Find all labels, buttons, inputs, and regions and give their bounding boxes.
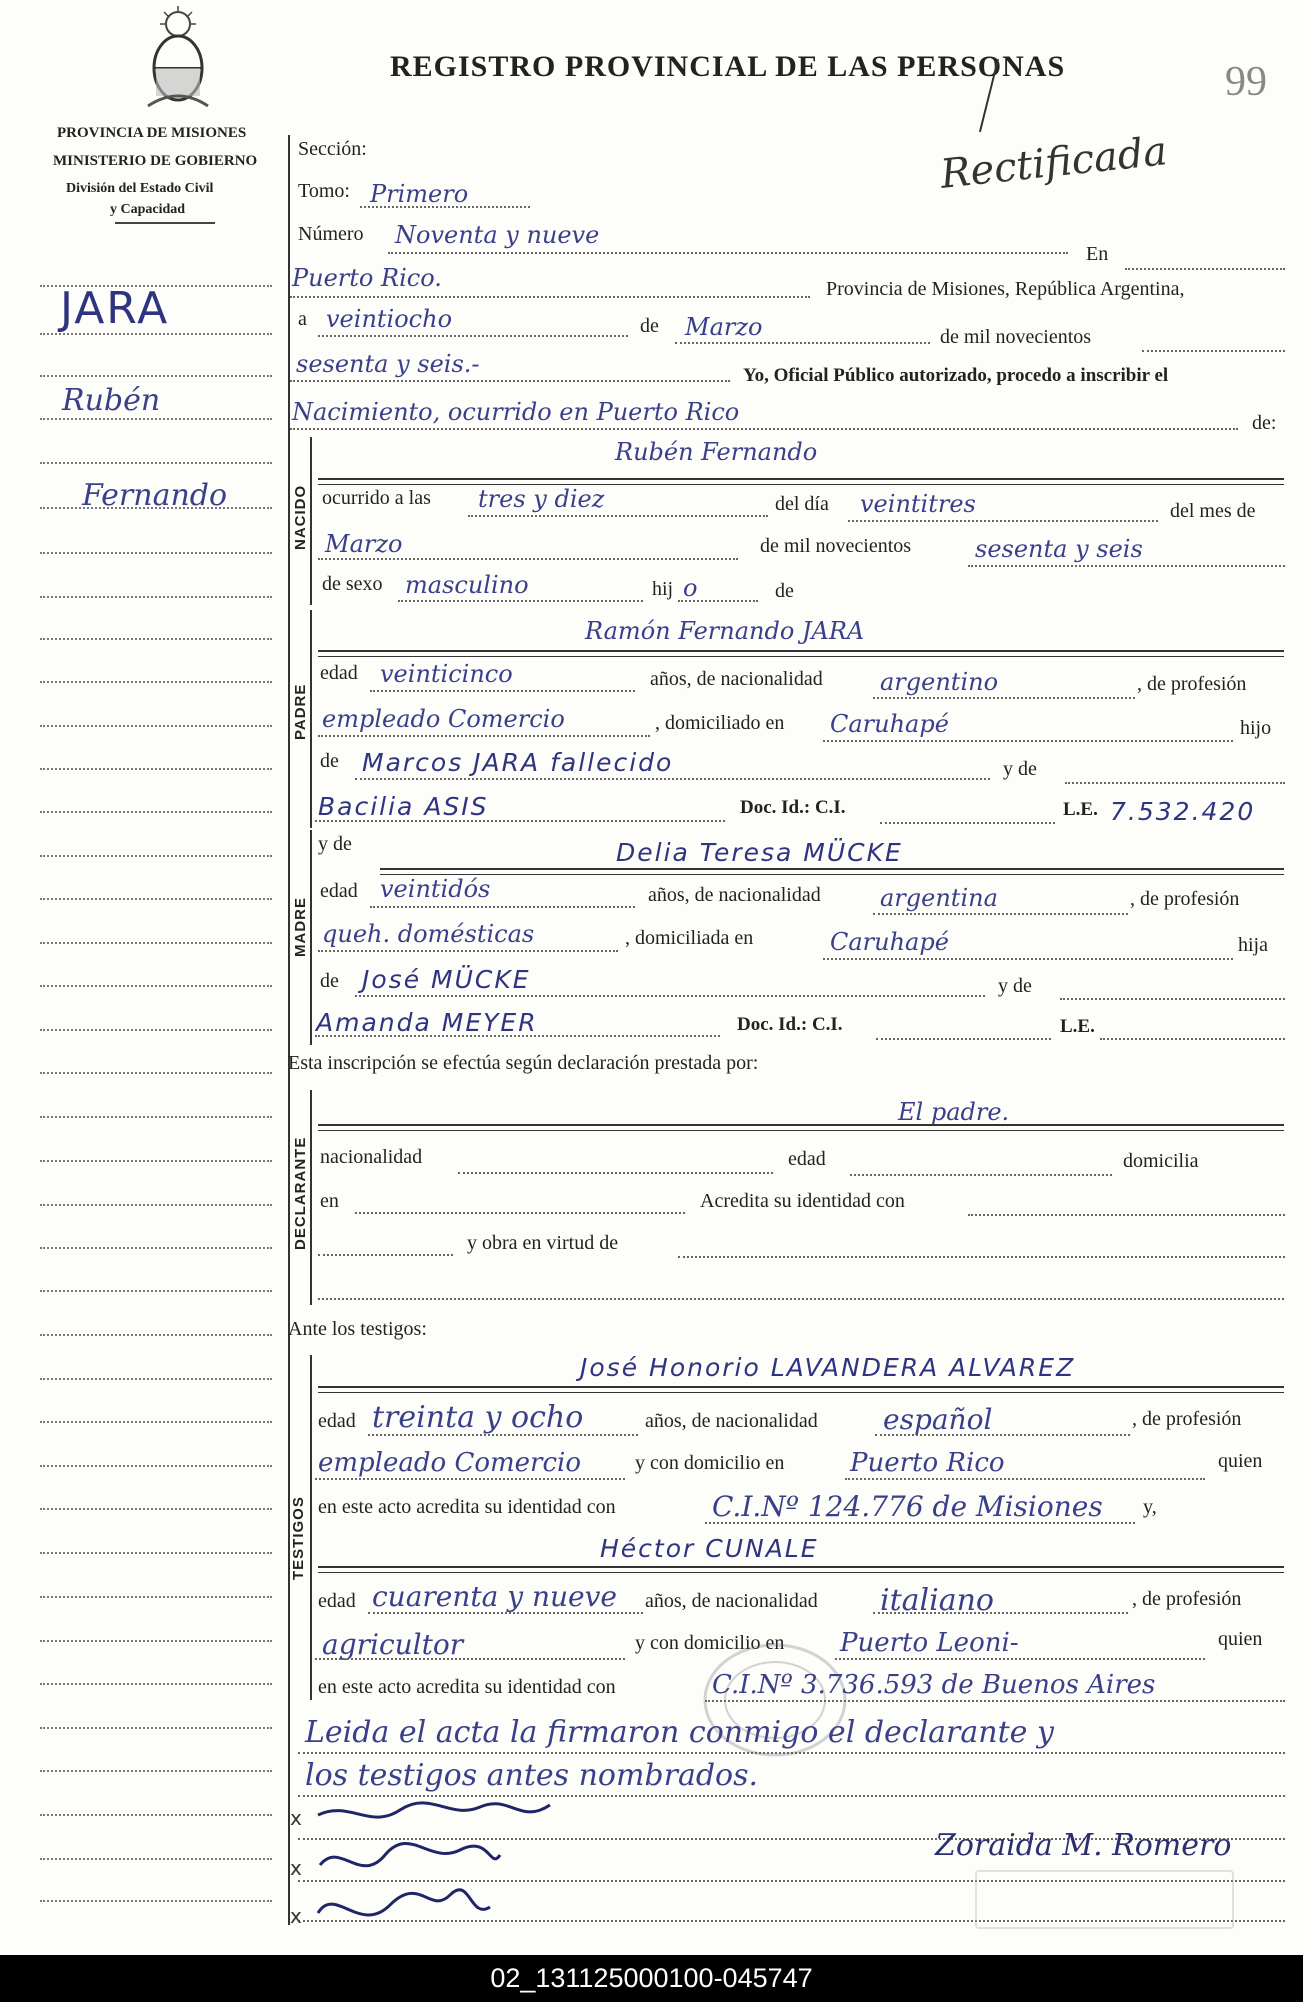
decl-edad-label: edad — [788, 1148, 826, 1170]
madre-nacionalidad: argentina — [880, 884, 998, 912]
hij-suffix: o — [683, 574, 698, 602]
t2-dom-label: y con domicilio en — [635, 1632, 785, 1654]
madre-prof-label: , de profesión — [1130, 888, 1240, 910]
testigo2-domicilio: Puerto Leoni- — [840, 1628, 1019, 1658]
t1-dom-label: y con domicilio en — [635, 1452, 785, 1474]
lugar-value: Puerto Rico. — [292, 264, 442, 292]
testigo2-edad: cuarenta y nueve — [372, 1580, 617, 1613]
round-stamp-icon — [700, 1640, 850, 1760]
svg-text:x: x — [290, 1856, 302, 1880]
official-seal — [975, 1870, 1234, 1929]
decl-obra-label: y obra en virtud de — [467, 1232, 619, 1254]
padre-le: 7.532.420 — [1110, 797, 1256, 826]
padre-domicilio: Caruhapé — [830, 710, 949, 738]
province-name: PROVINCIA DE MISIONES — [57, 125, 247, 141]
madre-le-label: L.E. — [1060, 1016, 1095, 1037]
padre-hijo-label: hijo — [1240, 717, 1272, 739]
padre-nombre: Ramón Fernando JARA — [585, 617, 865, 645]
t1-edad-label: edad — [318, 1410, 356, 1432]
padre-profesion: empleado Comercio — [322, 705, 565, 733]
t2-edad-label: edad — [318, 1590, 356, 1612]
padre-de-label: de — [320, 750, 339, 772]
mes-nac-value: Marzo — [325, 530, 403, 558]
rectification-stamp: Rectificada — [938, 128, 1170, 198]
acto-value: Nacimiento, ocurrido en Puerto Rico — [292, 398, 740, 426]
division-line-1: División del Estado Civil — [66, 181, 214, 196]
decl-en-label: en — [320, 1190, 339, 1212]
dia-value: veintiocho — [326, 305, 453, 333]
oficial-firma: Zoraida M. Romero — [935, 1828, 1232, 1863]
testigo1-edad: treinta y ocho — [372, 1400, 584, 1435]
dia-nac-value: veintitres — [860, 490, 976, 518]
svg-text:x: x — [290, 1904, 302, 1928]
madre-dom-label: , domiciliada en — [625, 927, 754, 949]
padre-dom-label: , domiciliado en — [655, 712, 785, 734]
nombre-value: Rubén Fernando — [615, 438, 818, 466]
padre-edad: veinticinco — [380, 660, 513, 688]
declarante-por: El padre. — [898, 1098, 1010, 1126]
madre-edad-label: edad — [320, 880, 358, 902]
del-dia-label: del día — [775, 493, 829, 515]
testigo2-nombre: Héctor CUNALE — [600, 1534, 819, 1563]
madre-yde2-label: y de — [998, 975, 1032, 997]
madre-edad: veintidós — [380, 875, 491, 903]
t2-acredita-label: en este acto acredita su identidad con — [318, 1676, 616, 1698]
decl-nac-label: nacionalidad — [320, 1146, 423, 1168]
del-mes-label: del mes de — [1170, 500, 1256, 522]
coat-of-arms-icon — [138, 6, 218, 114]
testigo2-nacionalidad: italiano — [880, 1583, 994, 1618]
padre-prof-label: , de profesión — [1137, 673, 1247, 695]
mil-novecientos-label: de mil novecientos — [940, 326, 1092, 348]
testigo2-documento: C.I.Nº 3.736.593 de Buenos Aires — [712, 1670, 1156, 1700]
svg-text:x: x — [290, 1806, 302, 1830]
decl-dom-label: domicilia — [1123, 1150, 1199, 1172]
declarante-label: DECLARANTE — [292, 1136, 309, 1250]
numero-value: Noventa y nueve — [395, 221, 600, 249]
anio-nac-value: sesenta y seis — [975, 535, 1143, 563]
nacido-label: NACIDO — [292, 484, 309, 550]
madre-doc-label: Doc. Id.: C.I. — [737, 1014, 843, 1035]
signature-marks — [290, 1795, 590, 1945]
cierre-linea-2: los testigos antes nombrados. — [305, 1758, 759, 1793]
padre-madre: Bacilia ASIS — [318, 792, 489, 821]
provincia-label: Provincia de Misiones, República Argentina, — [826, 278, 1185, 300]
testigos-intro: Ante los testigos: — [288, 1318, 427, 1340]
testigo1-nombre: José Honorio LAVANDERA ALVAREZ — [580, 1353, 1076, 1382]
madre-padre: José MÜCKE — [362, 965, 531, 994]
t2-prof-label: , de profesión — [1132, 1588, 1242, 1610]
mes-value: Marzo — [685, 313, 763, 341]
margin-surname: JARA — [60, 283, 170, 334]
sexo-label: de sexo — [322, 573, 383, 595]
t1-nac-label: años, de nacionalidad — [645, 1410, 818, 1432]
de-colon-label: de: — [1252, 412, 1277, 434]
padre-edad-label: edad — [320, 662, 358, 684]
t2-quien-label: quien — [1218, 1628, 1263, 1650]
padre-le-label: L.E. — [1063, 799, 1098, 820]
madre-yde-label: y de — [318, 833, 352, 855]
sexo-value: masculino — [405, 571, 529, 599]
tomo-label: Tomo: — [298, 180, 350, 202]
de-mil-label: de mil novecientos — [760, 535, 912, 557]
division-line-2: y Capacidad — [110, 202, 186, 217]
testigo1-documento: C.I.Nº 124.776 de Misiones — [712, 1490, 1103, 1523]
madre-madre: Amanda MEYER — [316, 1008, 538, 1037]
inscripcion-label: Esta inscripción se efectúa según declaración prestada por: — [288, 1052, 759, 1074]
numero-label: Número — [298, 223, 364, 245]
madre-nombre: Delia Teresa MÜCKE — [616, 838, 903, 867]
padre-nac-label: años, de nacionalidad — [650, 668, 823, 690]
testigos-label: TESTIGOS — [290, 1496, 307, 1580]
madre-de-label: de — [320, 970, 339, 992]
testigo1-domicilio: Puerto Rico — [850, 1448, 1005, 1478]
madre-profesion: queh. domésticas — [322, 920, 535, 948]
padre-nacionalidad: argentino — [880, 668, 999, 696]
madre-label: MADRE — [292, 897, 309, 957]
margin-second-name: Fernando — [82, 478, 228, 513]
de-label: de — [640, 315, 659, 337]
footer-code: 02_131125000100-045747 — [0, 1955, 1303, 2002]
t1-y-label: y, — [1143, 1496, 1157, 1518]
madre-domicilio: Caruhapé — [830, 928, 949, 956]
testigo2-profesion: agricultor — [322, 1628, 464, 1661]
padre-doc-label: Doc. Id.: C.I. — [740, 797, 846, 818]
madre-nac-label: años, de nacionalidad — [648, 884, 821, 906]
main-border — [288, 135, 290, 1925]
header-underline — [115, 222, 215, 224]
madre-hija-label: hija — [1238, 934, 1268, 956]
page-number: 99 — [1225, 59, 1267, 105]
t2-nac-label: años, de nacionalidad — [645, 1590, 818, 1612]
t1-prof-label: , de profesión — [1132, 1408, 1242, 1430]
de-padre-label: de — [775, 580, 794, 602]
testigo1-profesion: empleado Comercio — [318, 1448, 581, 1478]
seccion-label: Sección: — [298, 138, 367, 160]
ministry-name: MINISTERIO DE GOBIERNO — [53, 153, 258, 169]
hora-value: tres y diez — [478, 485, 605, 513]
en-label: En — [1086, 243, 1109, 265]
ocurrido-label: ocurrido a las — [322, 487, 431, 509]
t1-quien-label: quien — [1218, 1450, 1263, 1472]
a-label: a — [298, 308, 307, 330]
padre-padre: Marcos JARA fallecido — [362, 748, 674, 777]
page-title: REGISTRO PROVINCIAL DE LAS PERSONAS — [390, 50, 1066, 83]
oficial-label: Yo, Oficial Público autorizado, procedo a inscribir el — [743, 365, 1169, 386]
testigo1-nacionalidad: español — [883, 1403, 993, 1436]
cierre-linea-1: Leida el acta la firmaron conmigo el declarante y — [305, 1715, 1054, 1750]
tomo-value: Primero — [370, 180, 469, 208]
hij-label: hij — [652, 578, 674, 600]
decl-acredita-label: Acredita su identidad con — [700, 1190, 905, 1212]
margin-first-name: Rubén — [62, 383, 161, 418]
padre-label: PADRE — [292, 683, 309, 740]
t1-acredita-label: en este acto acredita su identidad con — [318, 1496, 616, 1518]
anio-value: sesenta y seis.- — [296, 350, 480, 378]
padre-yde-label: y de — [1003, 758, 1037, 780]
